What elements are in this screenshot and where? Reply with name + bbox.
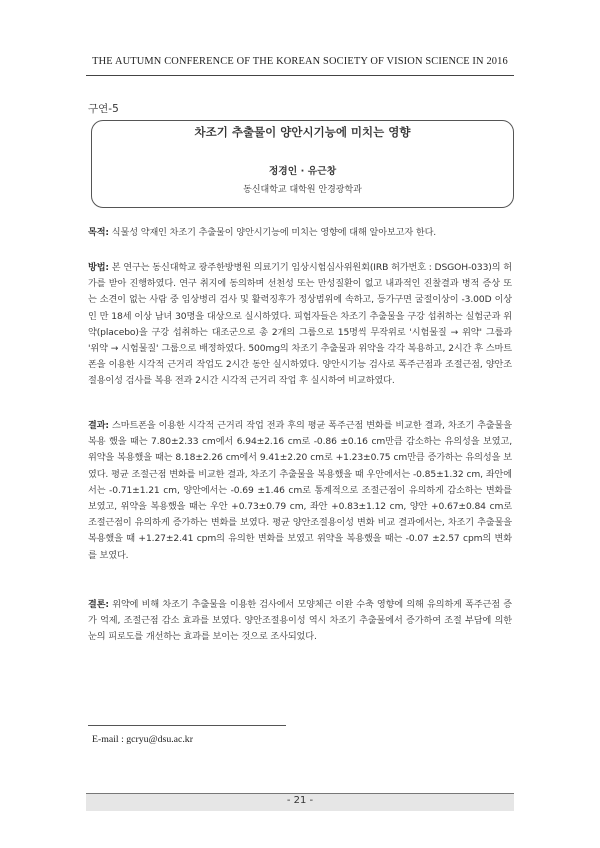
purpose-paragraph — [88, 225, 512, 241]
author-email: E-mail : gcryu@dsu.ac.kr — [92, 734, 193, 745]
result-label: 결과: — [88, 421, 109, 431]
paper-title: 차조기 추출물이 양안시기능에 미치는 영향 — [194, 125, 411, 139]
conclusion-text: 위약에 비해 차조기 추출물을 이용한 검사에서 모양체근 이완 수축 영향에 의해 유의하게 폭주근점 증가 억제, 조절근점 감소 효과를 보였다. 양안조절용이성 역시 차조기 추출물에서 증가하여 조절 부담에 의한 눈의 피로도를 개선하는 효과를 보이는 것으로 조사되었다. — [88, 600, 512, 643]
page-number: - 21 - — [286, 795, 314, 806]
purpose-text: 식물성 약재인 차조기 추출물이 양안시기능에 미치는 영향에 대해 알아보고자 한다. — [108, 228, 437, 238]
method-paragraph — [88, 260, 512, 390]
header-divider — [86, 75, 514, 76]
conclusion-label: 결론: — [88, 600, 109, 610]
affiliation: 동신대학교 대학원 안경광학과 — [243, 185, 362, 195]
method-text: 본 연구는 동신대학교 광주한방병원 의료기기 임상시험심사위원회(IRB 허가번호 : DSGOH-033)의 허가를 받아 진행하였다. 연구 취지에 동의하며 선천성 또는 만성질환이 없고 내과적인 진찰결과 병적 증상 또는 소견이 없는 사람 중 임상병리 검사 및 활력징후가 정상범위에 속하고, 등가구면 굴절이상이 -3.00D 이상인 만 18세 이상 남녀 30명을 대상으로 실시하였다. 피험자들은 차조기 추출물을 구강 섭취하는 실험군과 위약(placebo)을 구강 섭취하는 대조군으로 총 2개의 그룹으로 15명씩 무작위로 '시험물질 → 위약' 그룹과 '위약 → 시험물질' 그룹으로 배정하였다. 500mg의 차조기 추출물과 위약을 각각 복용하고, 2시간 후 스마트폰을 이용한 시각적 근거리 작업도 2시간 동안 실시하였다. 양안시기능 검사로 폭주근점과 조절근점, 양안조절용이성 검사를 복용 전과 2시간 시각적 근거리 작업 후 실시하여 비교하였다. — [88, 263, 512, 387]
authors: 정경인 · 유근창 — [268, 166, 337, 177]
result-text: 스마트폰을 이용한 시각적 근거리 작업 전과 후의 평균 폭주근점 변화를 비교한 결과, 차조기 추출물을 복용 했을 때는 7.80±2.33 cm에서 6.94±2.16 cm로 -0.86 ±0.16 cm만큼 감소하는 유의성을 보였고, 위약을 복용했을 때는 8.18±2.26 cm에서 9.41±2.20 cm로 +1.23±0.75 cm만큼 증가하는 유의성을 보였다. 평균 조절근점 변화를 비교한 결과, 차조기 추출물을 복용했을 때 우안에서는 -0.85±1.32 cm, 좌안에서는 -0.71±1.21 cm, 양안에서는 -0.69 ±1.46 cm로 통계적으로 조절근점이 유의하게 감소하는 변화를 보였고, 위약을 복용했을 때는 우안 +0.73±0.79 cm, 좌안 +0.83±1.12 cm, 양안 +0.67±0.84 cm로 조절근점이 유의하게 증가하는 변화를 보였다. 평균 양안조절용이성 변화 비교 결과에서는, 차조기 추출물을 복용했을 때 +1.27±2.41 cpm의 유의한 변화를 보였고 위약을 복용했을 때는 -0.07 ±2.57 cpm의 변화를 보였다. — [88, 421, 512, 561]
result-paragraph — [88, 418, 512, 564]
session-code: 구연-5 — [88, 103, 119, 115]
conclusion-paragraph — [88, 597, 512, 646]
conference-header: THE AUTUMN CONFERENCE OF THE KOREAN SOCIETY OF VISION SCIENCE IN 2016 — [92, 56, 508, 67]
purpose-label: 목적: — [88, 228, 109, 238]
footnote-divider — [88, 725, 286, 726]
method-label: 방법: — [88, 263, 109, 273]
